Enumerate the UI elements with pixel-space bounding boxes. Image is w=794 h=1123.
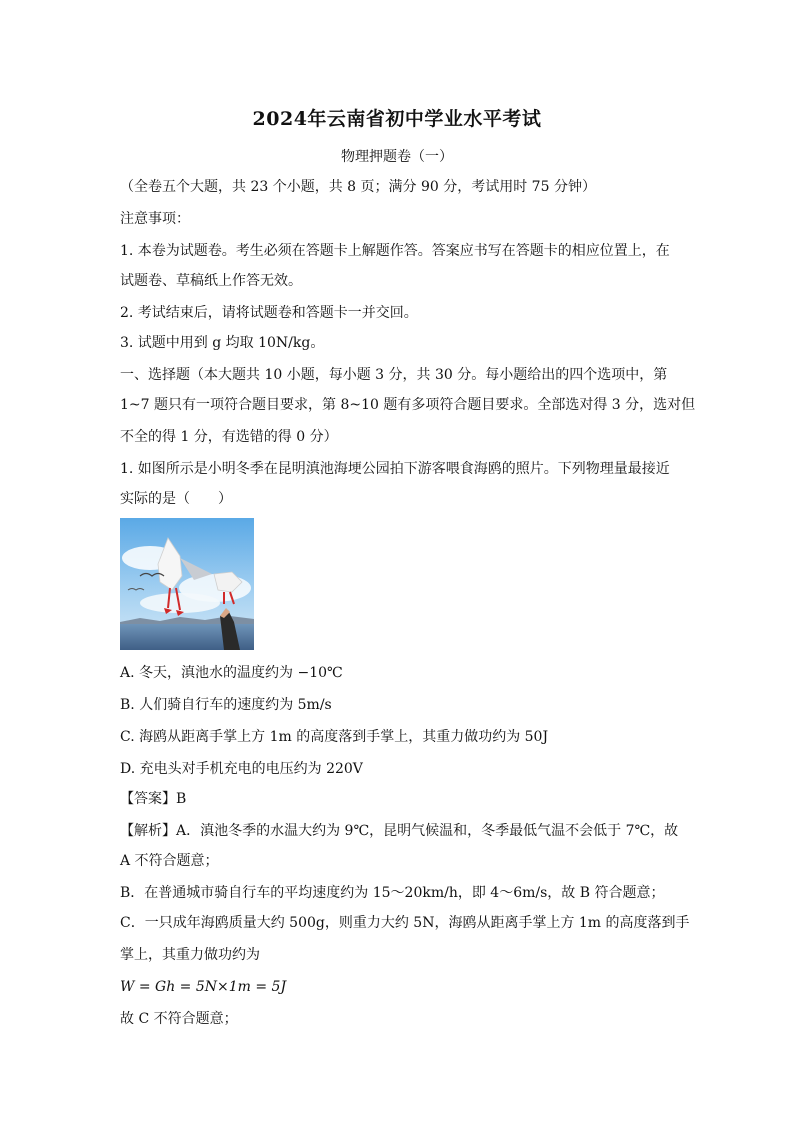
seagull-photo [120, 518, 254, 650]
analysis-line: C．一只成年海鸥质量大约 500g，则重力大约 5N，海鸥从距离手掌上方 1m 的高度落到手 [120, 915, 690, 931]
formula: W = Gh = 5N×1m = 5J [120, 979, 287, 995]
exam-intro: （全卷五个大题，共 23 个小题，共 8 页；满分 90 分，考试用时 75 分钟） [120, 179, 596, 195]
conclusion: 故 C 不符合题意； [120, 1011, 238, 1027]
question-line: 实际的是（ ） [120, 491, 232, 507]
analysis-line: A 不符合题意； [120, 853, 219, 869]
section-line: 一、选择题（本大题共 10 小题，每小题 3 分，共 30 分。每小题给出的四个选项中，第 [120, 367, 668, 383]
notice-line: 2. 考试结束后，请将试题卷和答题卡一并交回。 [120, 305, 418, 321]
section-line: 不全的得 1 分，有选错的得 0 分） [120, 429, 338, 445]
notice-heading: 注意事项： [120, 211, 190, 227]
analysis-line: B．在普通城市骑自行车的平均速度约为 15～20km/h，即 4～6m/s，故 B 符合题意； [120, 885, 665, 901]
option-b: B. 人们骑自行车的速度约为 5m/s [120, 697, 332, 713]
notice-line: 3. 试题中用到 g 均取 10N/kg。 [120, 335, 325, 351]
notice-line: 1. 本卷为试题卷。考生必须在答题卡上解题作答。答案应书写在答题卡的相应位置上，在 [120, 243, 670, 259]
option-c: C. 海鸥从距离手掌上方 1m 的高度落到手掌上，其重力做功约为 50J [120, 729, 549, 745]
question-line: 1. 如图所示是小明冬季在昆明滇池海埂公园拍下游客喂食海鸥的照片。下列物理量最接近 [120, 461, 670, 477]
notice-line: 试题卷、草稿纸上作答无效。 [120, 273, 302, 289]
answer: 【答案】B [120, 791, 187, 807]
section-line: 1~7 题只有一项符合题目要求，第 8~10 题有多项符合题目要求。全部选对得 3 分，选对但 [120, 397, 696, 413]
analysis-line: 掌上，其重力做功约为 [120, 947, 260, 963]
option-a: A. 冬天，滇池水的温度约为 −10℃ [120, 665, 343, 681]
exam-subtitle: 物理押题卷（一） [341, 149, 453, 165]
analysis-line: 【解析】A．滇池冬季的水温大约为 9℃，昆明气候温和，冬季最低气温不会低于 7℃，故 [120, 823, 679, 839]
exam-title: 2024年云南省初中学业水平考试 [252, 108, 542, 130]
option-d: D. 充电头对手机充电的电压约为 220V [120, 761, 363, 777]
